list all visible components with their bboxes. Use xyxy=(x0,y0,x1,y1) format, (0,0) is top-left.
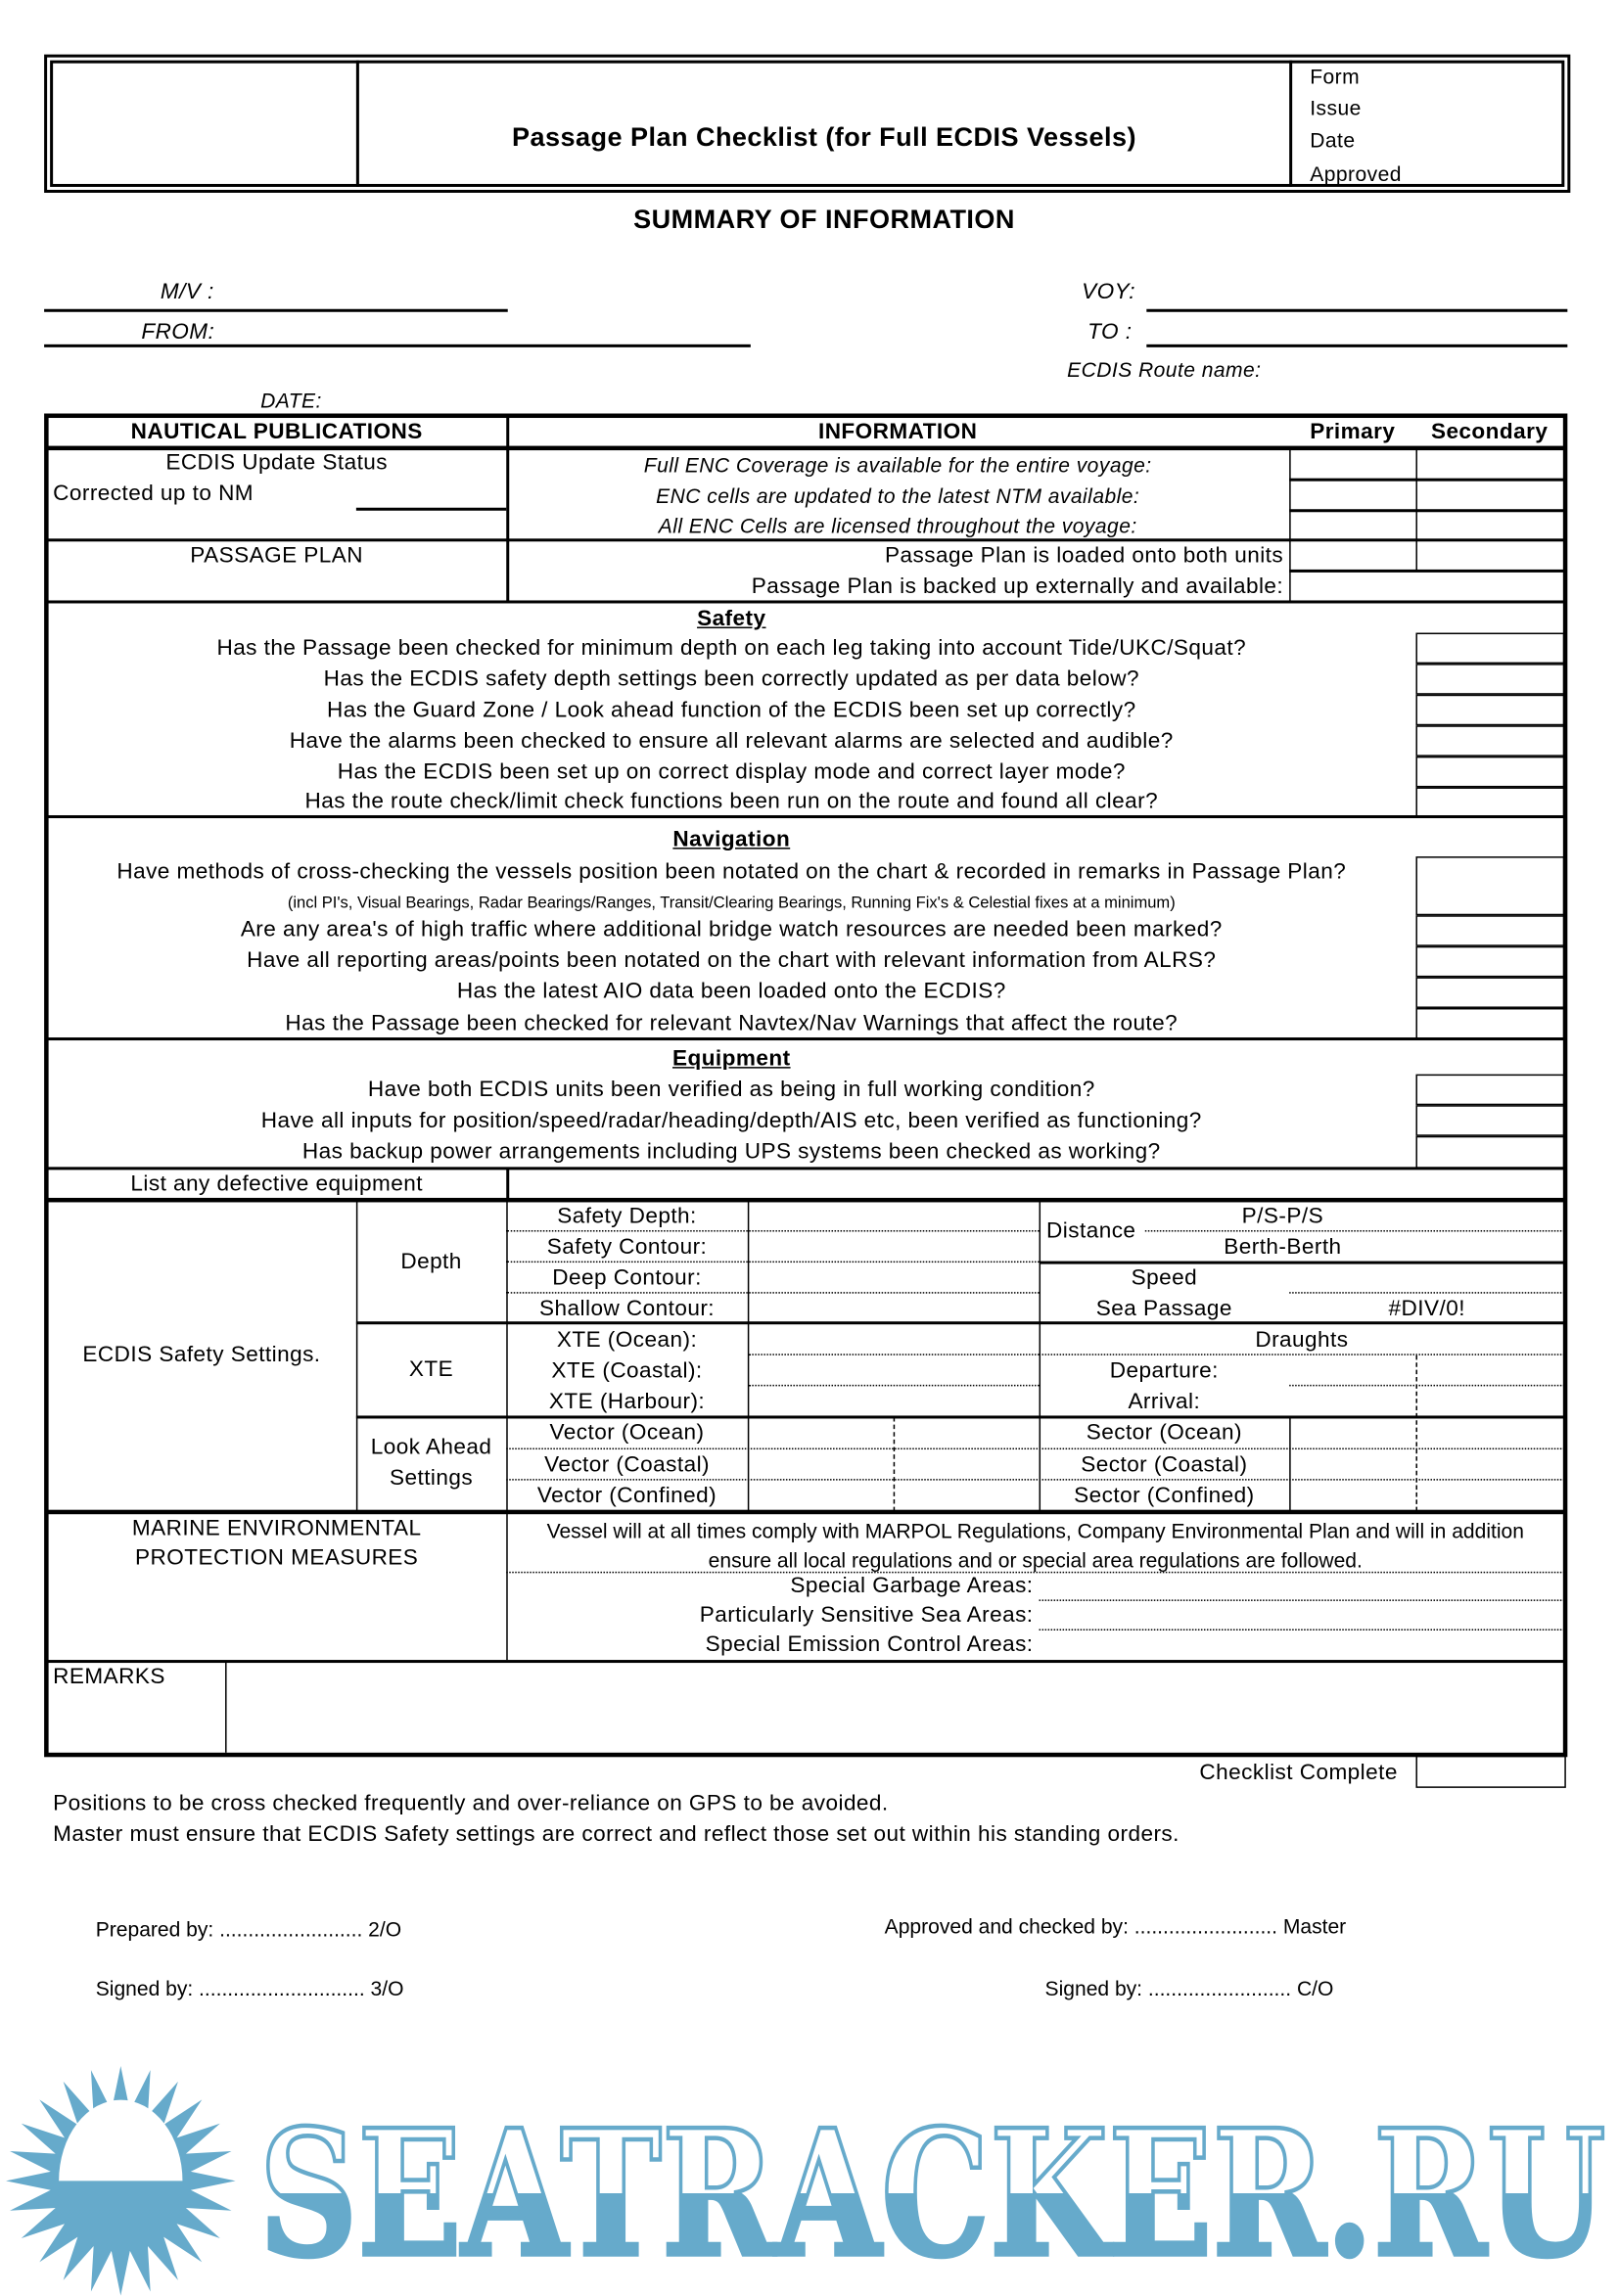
xte-coastal-input[interactable] xyxy=(748,1385,1040,1387)
xte-ocean-input[interactable] xyxy=(748,1354,1040,1355)
safety-checkbox[interactable] xyxy=(1415,757,1564,788)
deep-contour-input[interactable] xyxy=(506,1292,1039,1294)
enc-coverage-primary-checkbox[interactable] xyxy=(1291,449,1416,479)
passage-plan-label: PASSAGE PLAN xyxy=(190,542,364,569)
marine-label-line1: MARINE ENVIRONMENTAL xyxy=(131,1515,422,1541)
safety-question: Has the route check/limit check functions been run on the route and found all clear? xyxy=(304,788,1159,814)
col-nautical-publications: NAUTICAL PUBLICATIONS xyxy=(130,419,423,445)
navigation-checkbox[interactable] xyxy=(1415,946,1564,978)
navigation-question: Have methods of cross-checking the vessels position been notated on the chart & recorded in remarks in Passage Plan? xyxy=(116,859,1347,885)
look-ahead-settings-label: Settings xyxy=(389,1465,474,1492)
meta-issue: Issue xyxy=(1310,95,1362,119)
safety-depth-input[interactable] xyxy=(506,1230,1039,1232)
defective-equipment-label: List any defective equipment xyxy=(130,1171,423,1197)
safety-question: Has the ECDIS been set up on correct display mode and correct layer mode? xyxy=(337,758,1126,785)
safety-question: Have the alarms been checked to ensure all relevant alarms are selected and audible? xyxy=(289,728,1174,754)
meta-approved: Approved xyxy=(1310,161,1402,186)
speed-input[interactable] xyxy=(1289,1292,1564,1294)
safety-checkbox[interactable] xyxy=(1415,664,1564,695)
checklist-complete-label: Checklist Complete xyxy=(1199,1760,1398,1785)
safety-question: Has the Passage been checked for minimum depth on each leg taking into account Tide/UKC/Squat? xyxy=(216,635,1247,662)
xte-ocean-label: XTE (Ocean): xyxy=(556,1327,698,1353)
navigation-note: (incl PI's, Visual Bearings, Radar Bearings/Ranges, Transit/Clearing Bearings, Running Fix's & Celestial fixes at a minimum) xyxy=(287,895,1176,913)
remarks-label: REMARKS xyxy=(53,1664,165,1690)
from-label: FROM: xyxy=(141,319,215,344)
equipment-question: Has backup power arrangements including UPS systems been checked as working? xyxy=(301,1138,1161,1165)
enc-coverage-secondary-checkbox[interactable] xyxy=(1417,449,1563,479)
shallow-contour-label: Shallow Contour: xyxy=(539,1296,716,1322)
xte-harbour-label: XTE (Harbour): xyxy=(548,1389,706,1414)
corrected-nm-input[interactable] xyxy=(356,508,506,511)
vector-sector-coastal-input[interactable] xyxy=(506,1479,1564,1481)
to-label: TO : xyxy=(1087,319,1133,344)
from-input[interactable] xyxy=(44,344,751,347)
sector-coastal-label: Sector (Coastal) xyxy=(1081,1452,1248,1478)
seatracker-logo xyxy=(0,2060,1619,2296)
navigation-title: Navigation xyxy=(672,827,791,852)
divider xyxy=(47,1037,1564,1040)
safety-title: Safety xyxy=(697,606,766,632)
defective-equipment-input[interactable] xyxy=(509,1170,1563,1198)
col-primary: Primary xyxy=(1310,419,1396,445)
col-secondary: Secondary xyxy=(1430,419,1549,445)
safety-contour-label: Safety Contour: xyxy=(546,1234,708,1261)
special-garbage-areas-input[interactable] xyxy=(1040,1599,1565,1601)
divider xyxy=(1040,1262,1565,1264)
equipment-checkbox[interactable] xyxy=(1415,1136,1564,1169)
form-title: Passage Plan Checklist (for Full ECDIS Vessels) xyxy=(512,121,1136,152)
signed-by-co[interactable]: Signed by: ......................... C/O xyxy=(1044,1976,1334,2000)
ecdis-update-status: ECDIS Update Status xyxy=(165,450,389,476)
navigation-checkbox[interactable] xyxy=(1415,977,1564,1008)
divider xyxy=(1289,509,1564,512)
navigation-question: Have all reporting areas/points been notated on the chart with relevant information from ALRS? xyxy=(247,947,1217,973)
distance-input[interactable] xyxy=(1145,1230,1565,1232)
marine-label-line2: PROTECTION MEASURES xyxy=(135,1544,419,1571)
enc-coverage: Full ENC Coverage is available for the entire voyage: xyxy=(643,453,1152,478)
distance-ps-ps: P/S-P/S xyxy=(1241,1203,1324,1229)
safety-checkbox[interactable] xyxy=(1415,787,1564,816)
sea-passage-value: #DIV/0! xyxy=(1388,1296,1465,1322)
departure-input[interactable] xyxy=(1289,1385,1564,1387)
voy-label: VOY: xyxy=(1082,279,1136,305)
remarks-input[interactable] xyxy=(228,1665,1560,1750)
sensitive-sea-areas-label: Particularly Sensitive Sea Areas: xyxy=(699,1602,1034,1628)
safety-question: Has the Guard Zone / Look ahead function of the ECDIS been set up correctly? xyxy=(326,697,1136,723)
divider xyxy=(47,600,1564,603)
enc-updated: ENC cells are updated to the latest NTM available: xyxy=(656,483,1140,508)
divider xyxy=(1289,570,1564,573)
divider xyxy=(47,1660,1564,1663)
vector-coastal-label: Vector (Coastal) xyxy=(544,1452,710,1478)
draughts-label: Draughts xyxy=(1255,1327,1349,1353)
vector-confined-label: Vector (Confined) xyxy=(536,1483,717,1509)
route-label: ECDIS Route name: xyxy=(1067,357,1262,382)
navigation-checkbox[interactable] xyxy=(1415,915,1564,946)
xte-coastal-label: XTE (Coastal): xyxy=(551,1357,703,1384)
summary-title: SUMMARY OF INFORMATION xyxy=(633,205,1015,235)
signed-by-3o[interactable]: Signed by: ............................. 3/O xyxy=(95,1976,404,2000)
marine-statement-line1: Vessel will at all times comply with MARPOL Regulations, Company Environmental Plan and will in addition xyxy=(546,1518,1524,1542)
equipment-question: Have both ECDIS units been verified as being in full working condition? xyxy=(367,1077,1095,1103)
divider xyxy=(47,1198,1564,1203)
pp-backed-up: Passage Plan is backed up externally and available: xyxy=(751,574,1284,599)
sea-passage-label: Sea Passage xyxy=(1095,1296,1232,1322)
xte-label: XTE xyxy=(408,1356,454,1382)
note-master: Master must ensure that ECDIS Safety settings are correct and reflect those set out within his standing orders. xyxy=(53,1821,1180,1848)
distance-label: Distance xyxy=(1046,1217,1136,1244)
arrival-label: Arrival: xyxy=(1128,1389,1201,1414)
divider xyxy=(47,815,1564,818)
sensitive-sea-areas-input[interactable] xyxy=(1040,1629,1565,1630)
meta-form: Form xyxy=(1310,65,1361,89)
sun-icon xyxy=(6,2066,236,2296)
navigation-question: Has the Passage been checked for relevant Navtex/Nav Warnings that affect the route? xyxy=(285,1010,1179,1036)
equipment-checkbox[interactable] xyxy=(1415,1105,1564,1136)
divider xyxy=(47,538,1564,541)
enc-licensed: All ENC Cells are licensed throughout the voyage: xyxy=(658,513,1137,537)
voy-input[interactable] xyxy=(1146,309,1567,312)
navigation-checkbox[interactable] xyxy=(1415,856,1564,915)
equipment-question: Have all inputs for position/speed/radar/heading/depth/AIS etc, been verified as functioning? xyxy=(260,1108,1202,1133)
divider xyxy=(1289,479,1564,482)
divider xyxy=(1415,1355,1417,1511)
safety-question: Has the ECDIS safety depth settings been correctly updated as per data below? xyxy=(323,666,1139,692)
to-input[interactable] xyxy=(1146,344,1567,347)
checklist-complete-checkbox[interactable] xyxy=(1415,1756,1565,1788)
corrected-up-to-nm-label: Corrected up to NM xyxy=(53,481,254,507)
meta-date: Date xyxy=(1310,127,1356,152)
vector-ocean-label: Vector (Ocean) xyxy=(549,1419,705,1446)
safety-checkbox[interactable] xyxy=(1415,725,1564,757)
depth-label: Depth xyxy=(400,1249,462,1275)
divider xyxy=(356,1415,1564,1418)
logo-text: SEATRACKER.RU xyxy=(258,2090,1606,2296)
look-ahead-label: Look Ahead xyxy=(370,1435,492,1460)
safety-contour-input[interactable] xyxy=(506,1262,1039,1263)
divider xyxy=(225,1662,227,1753)
marine-statement-line2: ensure all local regulations and or special area regulations are followed. xyxy=(708,1547,1363,1572)
vector-sector-ocean-input[interactable] xyxy=(506,1448,1564,1450)
speed-label: Speed xyxy=(1131,1265,1198,1291)
navigation-question: Has the latest AIO data been loaded onto the ECDIS? xyxy=(456,978,1006,1004)
safety-depth-label: Safety Depth: xyxy=(557,1203,697,1229)
ecdis-safety-settings-label: ECDIS Safety Settings. xyxy=(82,1342,321,1367)
equipment-title: Equipment xyxy=(671,1046,791,1072)
sector-confined-label: Sector (Confined) xyxy=(1074,1483,1255,1509)
equipment-checkbox[interactable] xyxy=(1415,1075,1564,1106)
divider xyxy=(1289,61,1292,187)
col-information: INFORMATION xyxy=(817,419,978,445)
mv-input[interactable] xyxy=(44,309,508,312)
navigation-checkbox[interactable] xyxy=(1415,1008,1564,1039)
divider xyxy=(1289,1417,1291,1511)
safety-checkbox[interactable] xyxy=(1415,633,1564,665)
divider xyxy=(1040,1354,1565,1355)
sector-ocean-label: Sector (Ocean) xyxy=(1086,1419,1242,1446)
safety-checkbox[interactable] xyxy=(1415,695,1564,726)
divider xyxy=(47,1510,1564,1515)
departure-label: Departure: xyxy=(1109,1357,1219,1384)
pp-loaded: Passage Plan is loaded onto both units xyxy=(885,542,1284,569)
emission-control-areas-label: Special Emission Control Areas: xyxy=(705,1631,1034,1658)
prepared-by[interactable]: Prepared by: ......................... 2/O xyxy=(95,1917,402,1942)
date-label: DATE: xyxy=(260,388,322,413)
distance-berth-berth: Berth-Berth xyxy=(1224,1234,1342,1261)
divider xyxy=(894,1417,896,1511)
special-garbage-areas-label: Special Garbage Areas: xyxy=(790,1573,1034,1598)
divider xyxy=(748,1201,750,1511)
mv-label: M/V : xyxy=(160,279,214,305)
note-gps: Positions to be cross checked frequently and over-reliance on GPS to be avoided. xyxy=(53,1790,889,1816)
navigation-question: Are any area's of high traffic where additional bridge watch resources are needed been marked? xyxy=(240,916,1223,942)
deep-contour-label: Deep Contour: xyxy=(552,1265,702,1291)
approved-by-master[interactable]: Approved and checked by: ......................... Master xyxy=(884,1914,1347,1939)
